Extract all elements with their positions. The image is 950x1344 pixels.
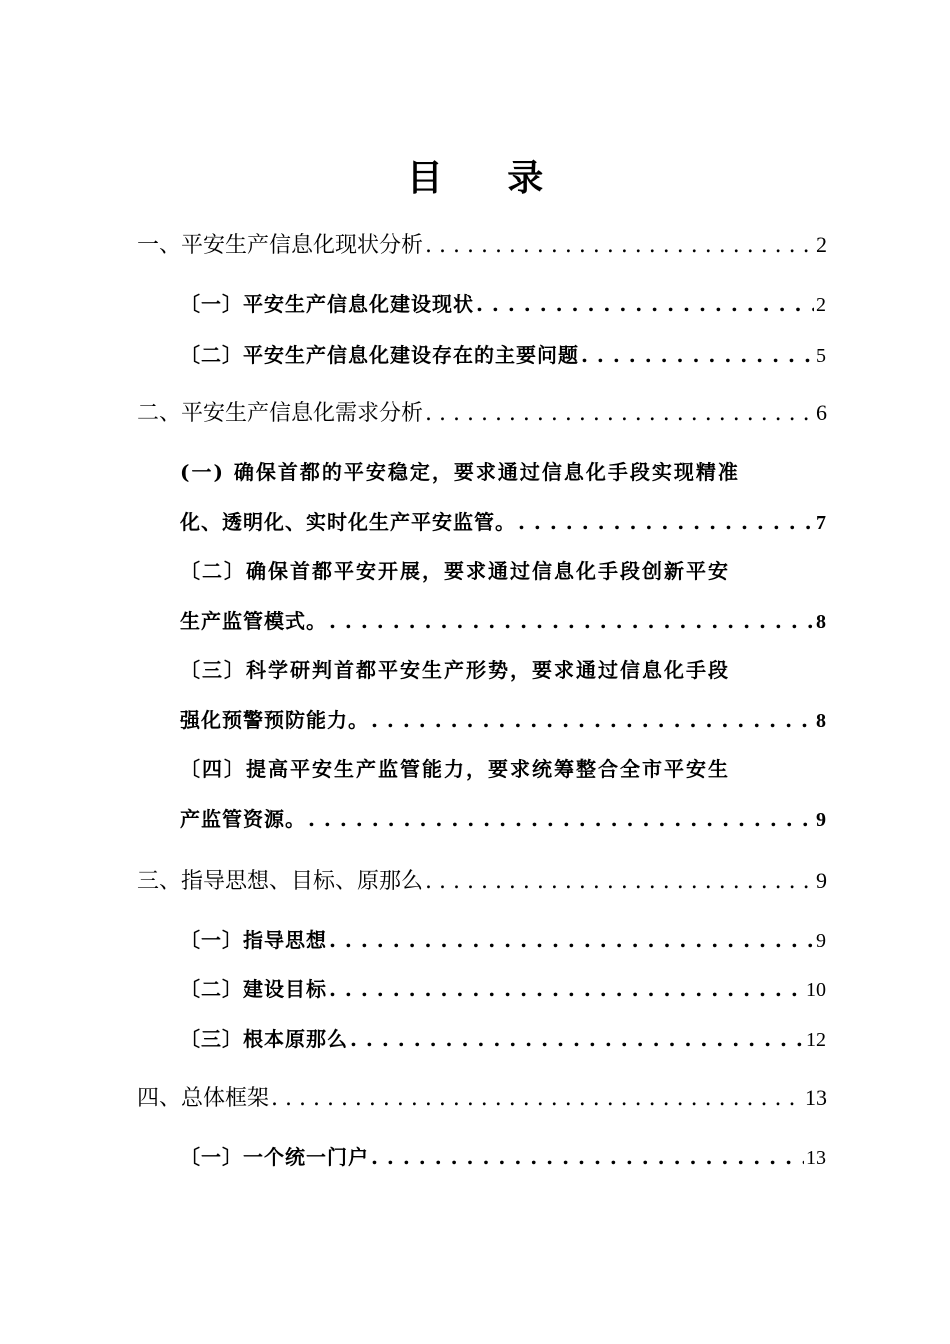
toc-leader-dots <box>371 708 814 732</box>
toc-entry-text: 化、透明化、实时化生产平安监管。 <box>180 510 516 534</box>
toc-entry-text: 强化预警预防能力。 <box>180 708 369 732</box>
toc-page-number: 9 <box>816 809 826 831</box>
toc-entry-level1[interactable] <box>137 396 827 427</box>
toc-leader-dots <box>308 807 814 831</box>
toc-entry-text: 二、平安生产信息化需求分析 <box>137 401 424 426</box>
toc-entry-first-line[interactable]: (一) 确保首都的平安稳定，要求通过信息化手段实现精准 <box>180 460 740 484</box>
toc-entry-text: 生产监管模式。 <box>180 609 327 633</box>
toc-leader-dots <box>271 1086 803 1111</box>
toc-page-number: 2 <box>816 294 826 316</box>
toc-page-number: 2 <box>816 232 827 257</box>
toc-entry-text: 〔一〕一个统一门户 <box>180 1145 369 1169</box>
toc-entry-text: 一、平安生产信息化现状分析 <box>137 233 424 258</box>
toc-entry-text: 三、指导思想、目标、原那么 <box>137 869 424 894</box>
toc-entry-level2[interactable] <box>180 924 826 953</box>
toc-entry-level2[interactable] <box>180 1023 826 1052</box>
toc-page-number: 9 <box>816 930 826 952</box>
toc-page-number: 8 <box>816 710 826 732</box>
toc-entry-text: 产监管资源。 <box>180 807 306 831</box>
toc-entry-level2[interactable] <box>180 339 826 368</box>
toc-page-number: 13 <box>806 1147 826 1169</box>
toc-entry-level2[interactable] <box>180 1141 826 1170</box>
toc-leader-dots <box>425 401 814 426</box>
toc-entry-text: 四、总体框架 <box>137 1086 270 1111</box>
toc-page-number: 12 <box>806 1029 826 1051</box>
toc-leader-dots <box>425 869 814 894</box>
toc-entry-level2[interactable] <box>180 803 826 832</box>
toc-entry-first-line[interactable]: 〔二〕确保首都平安开展，要求通过信息化手段创新平安 <box>180 559 730 583</box>
toc-entry-text: 〔三〕根本原那么 <box>180 1027 348 1051</box>
toc-entry-level2[interactable] <box>180 506 826 535</box>
toc-page-number: 7 <box>816 512 826 534</box>
toc-entry-text: 〔二〕建设目标 <box>180 977 327 1001</box>
toc-leader-dots <box>329 928 814 952</box>
toc-leader-dots <box>371 1145 804 1169</box>
toc-entry-level2[interactable] <box>180 704 826 733</box>
toc-leader-dots <box>329 609 814 633</box>
toc-entry-level2[interactable] <box>180 973 826 1002</box>
toc-leader-dots <box>518 510 814 534</box>
toc-page-number: 10 <box>806 979 826 1001</box>
toc-leader-dots <box>476 292 814 316</box>
toc-entry-level2[interactable] <box>180 605 826 634</box>
toc-leader-dots <box>350 1027 804 1051</box>
toc-entry-first-line[interactable]: 〔三〕科学研判首都平安生产形势，要求通过信息化手段 <box>180 658 730 682</box>
toc-leader-dots <box>425 233 814 258</box>
toc-page-number: 9 <box>816 868 827 893</box>
toc-entry-text: 〔一〕平安生产信息化建设现状 <box>180 292 474 316</box>
toc-title: 目 录 <box>406 158 570 199</box>
toc-entry-text: 〔一〕指导思想 <box>180 928 327 952</box>
toc-page-number: 6 <box>816 400 827 425</box>
toc-entry-first-line[interactable]: 〔四〕提高平安生产监管能力，要求统筹整合全市平安生 <box>180 757 730 781</box>
toc-page-number: 5 <box>816 345 826 367</box>
toc-page-number: 13 <box>805 1085 827 1110</box>
toc-leader-dots <box>581 343 814 367</box>
toc-page-number: 8 <box>816 611 826 633</box>
toc-entry-level1[interactable] <box>137 228 827 259</box>
toc-entry-level1[interactable] <box>137 1081 827 1112</box>
toc-leader-dots <box>329 977 804 1001</box>
toc-entry-text: 〔二〕平安生产信息化建设存在的主要问题 <box>180 343 579 367</box>
toc-entry-level1[interactable] <box>137 864 827 895</box>
toc-entry-level2[interactable] <box>180 288 826 317</box>
